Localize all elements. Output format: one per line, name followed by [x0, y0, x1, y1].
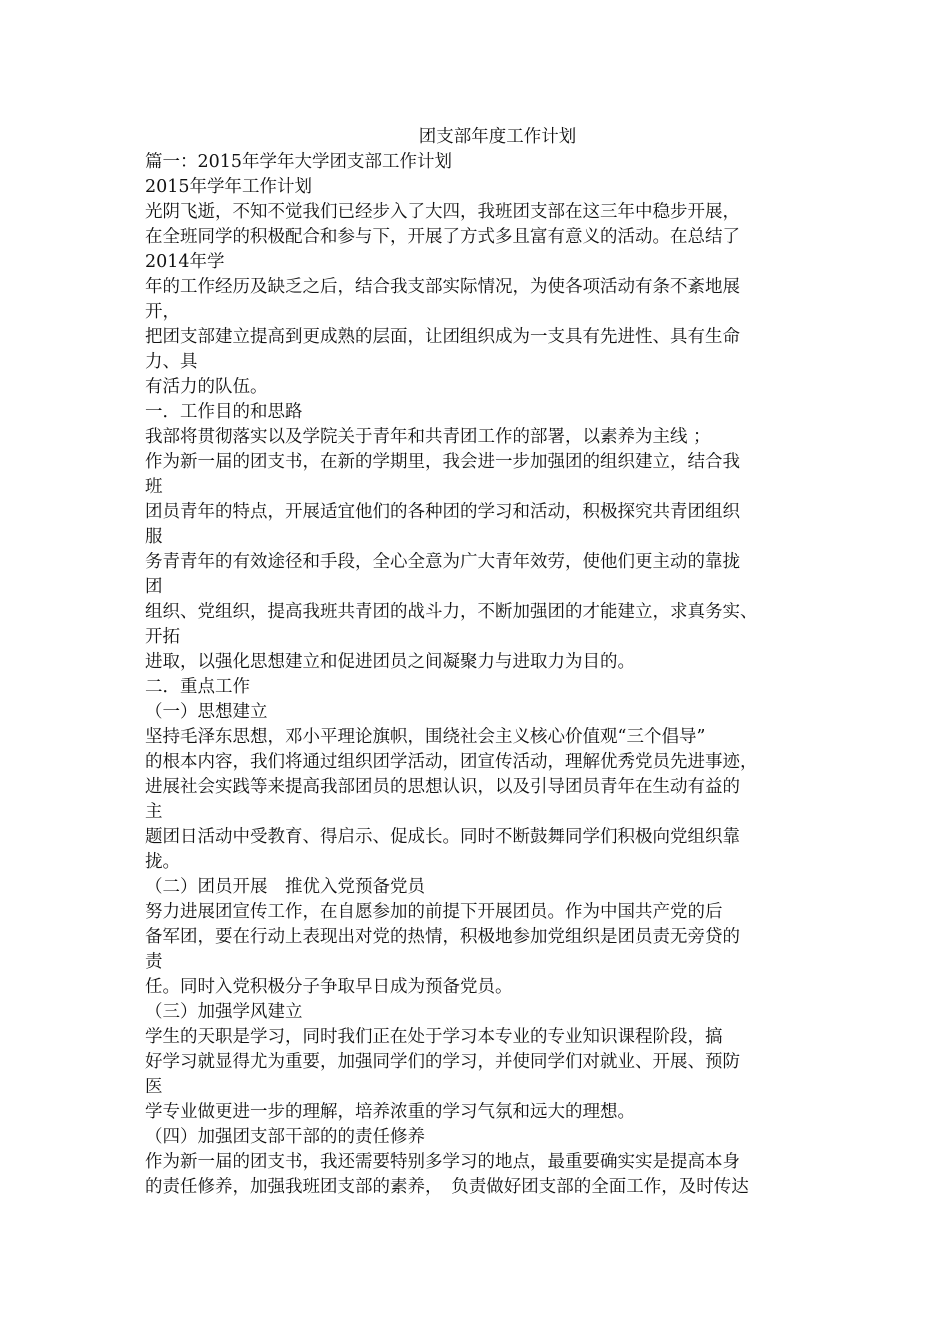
text-line: （二）团员开展 推优入党预备党员 [145, 877, 425, 897]
text-line: 2015年学年工作计划 [145, 177, 313, 197]
text-line: 好学习就显得尤为重要，加强同学们的学习，并使同学们对就业、开展、预防 [145, 1052, 740, 1072]
text-line: 一．工作目的和思路 [145, 402, 303, 422]
text-line: 务青青年的有效途径和手段，全心全意为广大青年效劳，使他们更主动的靠拢 [145, 552, 740, 572]
text-line: 学专业做更进一步的理解，培养浓重的学习气氛和远大的理想。 [145, 1102, 635, 1122]
text-line: 任。同时入党积极分子争取早日成为预备党员。 [145, 977, 513, 997]
text-line: 我部将贯彻落实以及学院关于青年和共青团工作的部署，以素养为主线 ； [145, 427, 711, 447]
text-line: 把团支部建立提高到更成熟的层面，让团组织成为一支具有先进性、具有生命 [145, 327, 740, 347]
text-line: 进取，以强化思想建立和促进团员之间凝聚力与进取力为目的。 [145, 652, 635, 672]
text-line: （三）加强学风建立 [145, 1002, 303, 1022]
text-line: 组织、党组织，提高我班共青团的战斗力，不断加强团的才能建立，求真务实、 [145, 602, 758, 622]
text-line: 开拓 [145, 627, 180, 647]
document-body [145, 125, 810, 1200]
text-line: 有活力的队伍。 [145, 377, 268, 397]
text-line: 班 [145, 477, 163, 497]
text-line: （四）加强团支部干部的的责任修养 [145, 1127, 425, 1147]
text-line: 的根本内容，我们将通过组织团学活动，团宣传活动，理解优秀党员先进事迹， [145, 752, 758, 772]
text-line: 2014年学 [145, 252, 225, 272]
text-line: 作为新一届的团支书，我还需要特别多学习的地点，最重要确实实是提高本身 [145, 1152, 740, 1172]
text-line: 在全班同学的积极配合和参与下，开展了方式多且富有意义的活动。在总结了 [145, 227, 740, 247]
text-line: 团 [145, 577, 163, 597]
text-line: 年的工作经历及缺乏之后，结合我支部实际情况，为使各项活动有条不紊地展 [145, 277, 740, 297]
text-line: 备军团，要在行动上表现出对党的热情，积极地参加党组织是团员责无旁贷的 [145, 927, 740, 947]
text-line: 主 [145, 802, 163, 822]
text-line: 团员青年的特点，开展适宜他们的各种团的学习和活动，积极探究共青团组织 [145, 502, 740, 522]
text-line: 坚持毛泽东思想，邓小平理论旗帜，围绕社会主义核心价值观“三个倡导” [145, 727, 706, 747]
document-text [145, 150, 810, 1200]
text-line: 学生的天职是学习，同时我们正在处于学习本专业的专业知识课程阶段，搞 [145, 1027, 723, 1047]
text-line: 题团日活动中受教育、得启示、促成长。同时不断鼓舞同学们积极向党组织靠 [145, 827, 740, 847]
text-line: 努力进展团宣传工作，在自愿参加的前提下开展团员。作为中国共产党的后 [145, 902, 723, 922]
text-line: 开， [145, 302, 180, 322]
text-line: 光阴飞逝，不知不觉我们已经步入了大四，我班团支部在这三年中稳步开展， [145, 202, 740, 222]
text-line: 服 [145, 527, 163, 547]
text-line: 二．重点工作 [145, 677, 250, 697]
text-line: 进展社会实践等来提高我部团员的思想认识，以及引导团员青年在生动有益的 [145, 777, 740, 797]
text-line: 医 [145, 1077, 163, 1097]
text-line: （一）思想建立 [145, 702, 268, 722]
text-line: 的责任修养，加强我班团支部的素养， 负责做好团支部的全面工作，及时传达 [145, 1177, 749, 1197]
text-line: 力、具 [145, 352, 198, 372]
document-title: 团支部年度工作计划 [418, 127, 577, 147]
text-line: 篇一：2015年学年大学团支部工作计划 [145, 152, 453, 172]
text-line: 拢。 [145, 852, 180, 872]
text-line: 作为新一届的团支书，在新的学期里，我会进一步加强团的组织建立，结合我 [145, 452, 740, 472]
text-line: 责 [145, 952, 163, 972]
